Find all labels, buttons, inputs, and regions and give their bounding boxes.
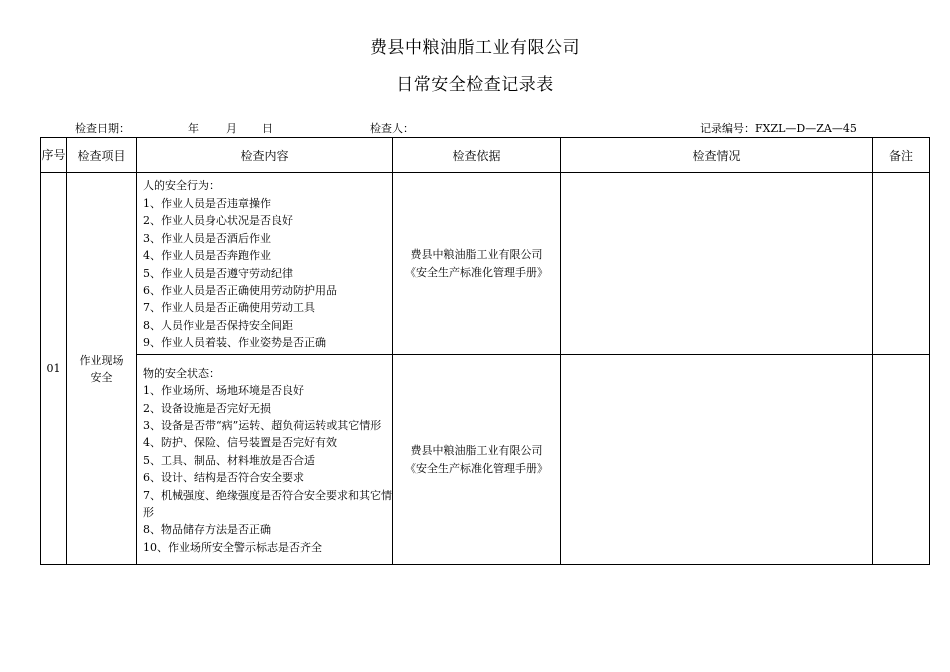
list-item: 7、作业人员是否正确使用劳动工具 [143,301,315,315]
table-header-row [41,138,930,173]
status-cell[interactable] [561,173,873,355]
content-cell-human [137,173,393,355]
date-label: 检查日期： [75,122,130,135]
column-header-item: 检查项目 [67,138,137,173]
table-row [41,355,930,565]
basis-cell-human [393,173,561,355]
month-label: 月 [226,122,237,135]
list-item: 4、防护、保险、信号装置是否完好有效 [143,436,337,450]
list-item: 5、工具、制品、材料堆放是否合适 [143,453,315,467]
list-item: 2、作业人员身心状况是否良好 [143,214,293,228]
column-header-seq: 序号 [41,138,67,173]
column-header-basis: 检查依据 [393,138,561,173]
inspection-date-field [75,122,273,136]
list-item: 1、作业场所、场地环境是否良好 [143,384,304,398]
list-item: 6、设计、结构是否符合安全要求 [143,471,304,485]
column-header-status: 检查情况 [561,138,873,173]
inspection-table [40,137,930,565]
company-name: 费县中粮油脂工业有限公司 [370,38,580,58]
list-item: 5、作业人员是否遵守劳动纪律 [143,266,293,280]
form-title: 日常安全检查记录表 [396,75,554,95]
list-item: 7、机械强度、绝缘强度是否符合安全要求和其它情形 [143,488,392,520]
basis-company: 费县中粮油脂工业有限公司 [410,247,543,261]
list-item: 1、作业人员是否违章操作 [143,196,271,210]
status-cell[interactable] [561,355,873,565]
table-row [41,173,930,355]
list-item: 6、作业人员是否正确使用劳动防护用品 [143,283,337,297]
seq-cell: 01 [41,173,67,565]
record-number: 记录编号：FXZL—D—ZA—45 [700,122,857,135]
basis-company: 费县中粮油脂工业有限公司 [410,443,543,457]
column-header-content: 检查内容 [137,138,393,173]
basis-cell-object [393,355,561,565]
list-item: 8、物品储存方法是否正确 [143,523,271,537]
basis-manual: 《安全生产标准化管理手册》 [405,265,548,279]
remark-cell[interactable] [873,173,930,355]
list-item: 8、人员作业是否保持安全间距 [143,318,293,332]
content-cell-object [137,355,393,565]
column-header-remark: 备注 [873,138,930,173]
section-heading: 物的安全状态： [143,366,220,380]
list-item: 10、作业场所安全警示标志是否齐全 [143,540,322,554]
list-item: 2、设备设施是否完好无损 [143,401,271,415]
year-label: 年 [188,122,199,135]
list-item: 9、作业人员着装、作业姿势是否正确 [143,336,326,350]
list-item: 3、设备是否带“病”运转、超负荷运转或其它情形 [143,418,382,432]
day-label: 日 [262,122,273,135]
list-item: 3、作业人员是否酒后作业 [143,231,271,245]
item-cell [67,173,137,565]
remark-cell[interactable] [873,355,930,565]
basis-manual: 《安全生产标准化管理手册》 [405,461,548,475]
section-heading: 人的安全行为： [143,179,220,193]
list-item: 4、作业人员是否奔跑作业 [143,249,271,263]
inspector-label: 检查人： [370,122,414,135]
item-text: 作业现场安全 [79,353,124,384]
